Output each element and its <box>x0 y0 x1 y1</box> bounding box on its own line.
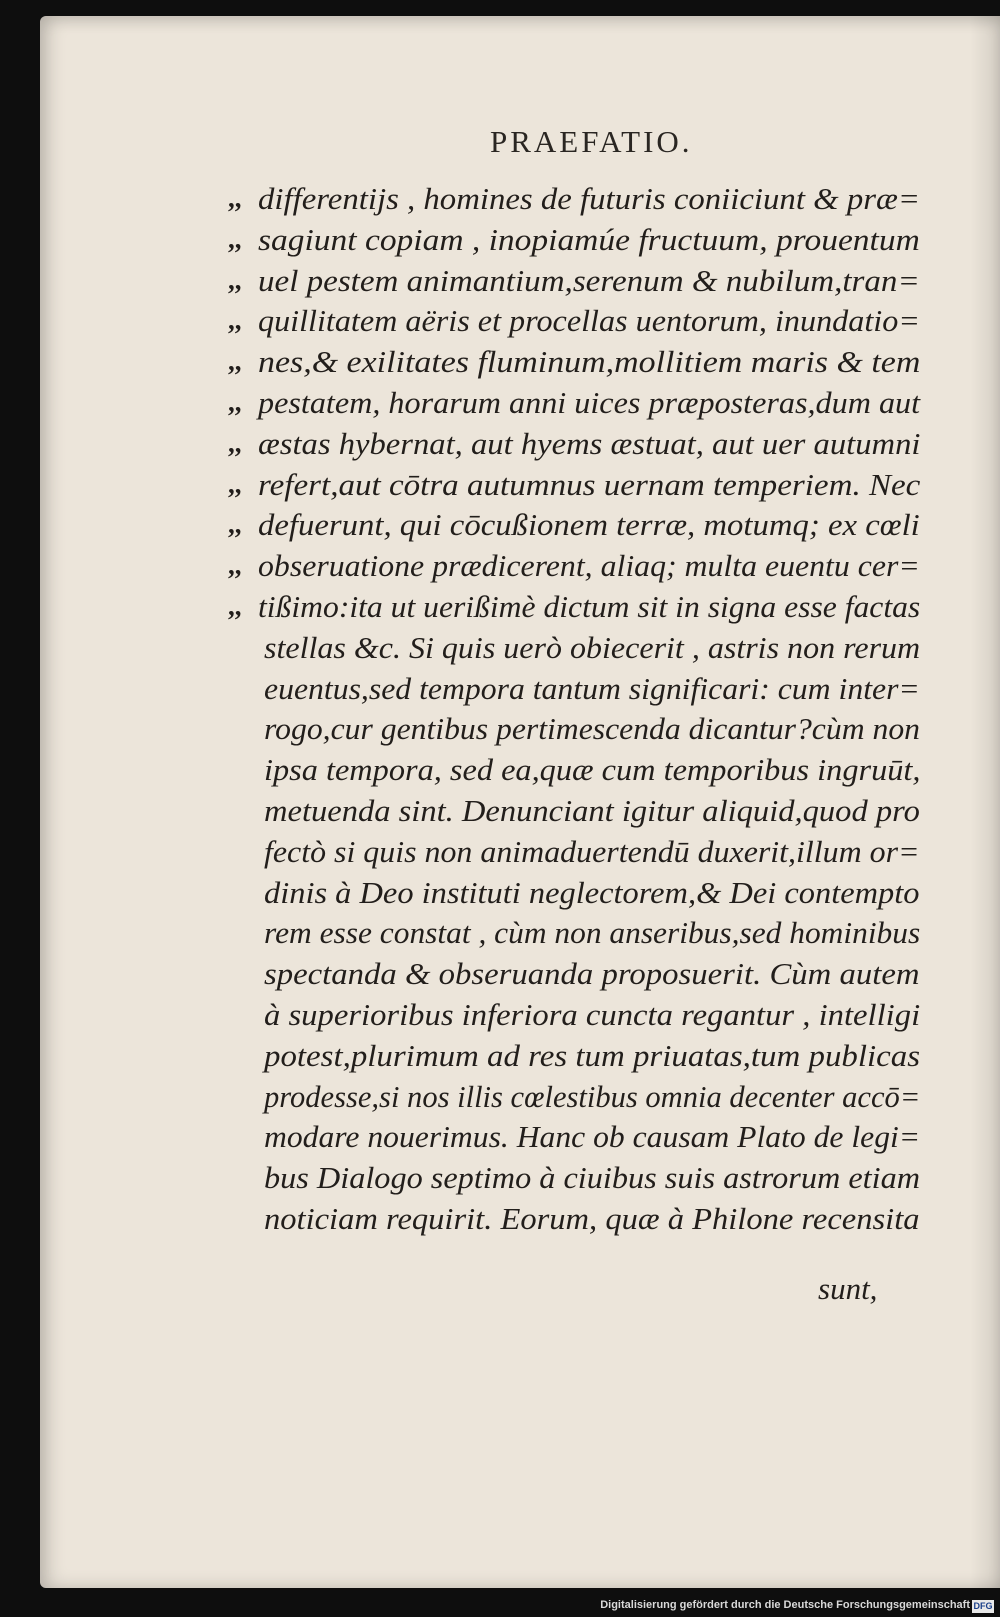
text-line: euentus,sed tempora tantum significari: cum inter= <box>264 670 920 706</box>
text-line: refert,aut cōtra autumnus uernam temperiem. Nec <box>258 466 921 502</box>
text-line: æstas hybernat, aut hyems æstuat, aut uer autumni <box>258 425 921 461</box>
text-line: fectò si quis non animaduertendū duxerit,illum or= <box>264 833 920 869</box>
quotation-mark: ,, <box>228 468 242 499</box>
quotation-mark: ,, <box>228 387 242 417</box>
quotation-mark: ,, <box>228 223 242 254</box>
text-line: prodesse,si nos illis cœlestibus omnia decenter accō= <box>264 1078 921 1114</box>
text-line: differentijs , homines de futuris coniiciunt & præ= <box>258 181 920 216</box>
dfg-logo: DFG <box>973 1601 993 1611</box>
quotation-mark: ,, <box>228 264 242 295</box>
text-line: spectanda & obseruanda proposuerit. Cùm autem <box>264 956 920 992</box>
quotation-mark: ,, <box>228 509 242 540</box>
text-line: rem esse constat , cùm non anseribus,sed hominibus <box>264 915 921 951</box>
running-head: PRAEFATIO. <box>490 124 693 159</box>
text-line: sagiunt copiam , inopiamúe fructuum, prouentum <box>258 221 920 257</box>
catchword: sunt, <box>818 1271 878 1306</box>
text-line: à superioribus inferiora cuncta regantur , intelligi <box>264 997 921 1032</box>
text-line: dinis à Deo instituti neglectorem,& Dei contempto <box>264 874 920 910</box>
text-line: stellas &c. Si quis uerò obiecerit , astris non rerum <box>264 629 921 665</box>
quotation-mark: ,, <box>228 427 242 458</box>
quotation-mark: ,, <box>228 305 242 336</box>
text-line: metuenda sint. Denunciant igitur aliquid,quod pro <box>264 793 920 828</box>
quotation-mark: ,, <box>228 591 242 621</box>
text-line: noticiam requirit. Eorum, quæ à Philone recensita <box>264 1201 920 1236</box>
text-line: quillitatem aëris et procellas uentorum, inundatio= <box>258 303 920 339</box>
text-line: tißimo:ita ut uerißimè dictum sit in signa esse factas <box>258 589 921 624</box>
text-line: ipsa tempora, sed ea,quæ cum temporibus ingruūt, <box>264 752 921 788</box>
text-line: defuerunt, qui cōcußionem terræ, motumq; ex cœli <box>258 507 920 543</box>
book-page <box>40 16 1000 1588</box>
text-line: nes,& exilitates fluminum,mollitiem maris & tem <box>258 344 921 380</box>
text-line: rogo,cur gentibus pertimescenda dicantur?cùm non <box>264 711 921 747</box>
quotation-mark: ,, <box>228 346 242 377</box>
text-line: obseruatione prædicerent, aliaq; multa euentu cer= <box>258 548 920 584</box>
text-line: pestatem, horarum anni uices præposteras,dum aut <box>258 385 921 420</box>
text-line: potest,plurimum ad res tum priuatas,tum publicas <box>264 1037 921 1073</box>
quotation-mark: ,, <box>228 550 242 581</box>
quotation-mark: ,, <box>228 183 242 213</box>
text-line: modare nouerimus. Hanc ob causam Plato de legi= <box>264 1119 921 1155</box>
text-line: bus Dialogo septimo à ciuibus suis astrorum etiam <box>264 1160 921 1196</box>
digitization-credit: Digitalisierung gefördert durch die Deutsche Forschungsgemeinschaft <box>600 1599 970 1611</box>
text-line: uel pestem animantium,serenum & nubilum,tran= <box>258 262 920 298</box>
